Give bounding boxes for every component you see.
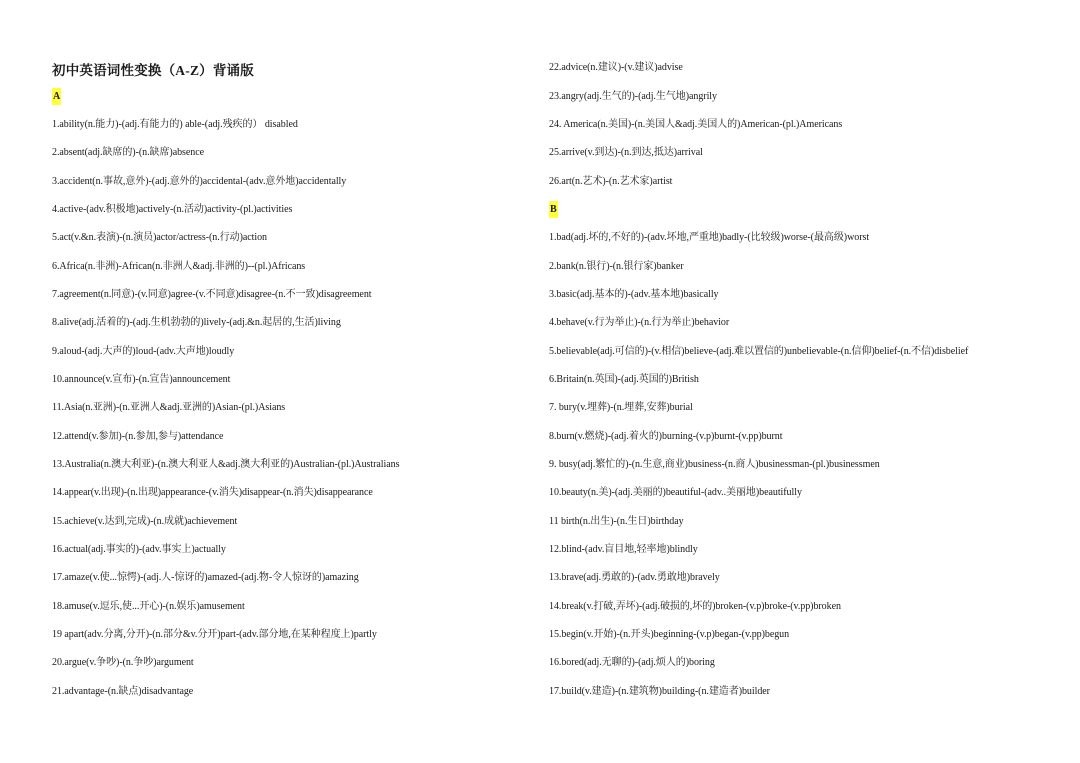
- entry-a-5: 5.act(v.&n.表演)-(n.演员)actor/actress-(n.行动)action: [52, 232, 267, 243]
- entry-a-20: 20.argue(v.争吵)-(n.争吵)argument: [52, 657, 194, 668]
- entry-a-11: 11.Asia(n.亚洲)-(n.亚洲人&adj.亚洲的)Asian-(pl.)Asians: [52, 402, 286, 413]
- entry-a-22: 22.advice(n.建议)-(v.建议)advise: [549, 62, 683, 73]
- entry-a-18: 18.amuse(v.逗乐,使...开心)-(n.娱乐)amusement: [52, 601, 245, 612]
- entry-a-4: 4.active-(adv.积极地)actively-(n.活动)activity-(pl.)activities: [52, 204, 293, 215]
- entry-b-7: 7. bury(v.埋葬)-(n.埋葬,安葬)burial: [549, 402, 693, 413]
- entry-a-17: 17.amaze(v.使...惊愕)-(adj.人-惊讶的)amazed-(adj.物-令人惊讶的)amazing: [52, 572, 359, 583]
- entry-a-19: 19 apart(adv.分离,分开)-(n.部分&v.分开)part-(adv.部分地,在某种程度上)partly: [52, 629, 377, 640]
- entry-a-25: 25.arrive(v.到达)-(n.到达,抵达)arrival: [549, 147, 703, 158]
- entry-b-11: 11 birth(n.出生)-(n.生日)birthday: [549, 516, 684, 527]
- entry-a-9: 9.aloud-(adj.大声的)loud-(adv.大声地)loudly: [52, 346, 235, 357]
- entry-a-14: 14.appear(v.出现)-(n.出现)appearance-(v.消失)disappear-(n.消失)disappearance: [52, 487, 373, 498]
- entry-b-16: 16.bored(adj.无聊的)-(adj.烦人的)boring: [549, 657, 715, 668]
- entry-b-2: 2.bank(n.银行)-(n.银行家)banker: [549, 261, 684, 272]
- entry-a-12: 12.attend(v.参加)-(n.参加,参与)attendance: [52, 431, 224, 442]
- entry-b-12: 12.blind-(adv.盲目地,轻率地)blindly: [549, 544, 698, 555]
- entry-b-13: 13.brave(adj.勇敢的)-(adv.勇敢地)bravely: [549, 572, 720, 583]
- entry-b-10: 10.beauty(n.美)-(adj.美丽的)beautiful-(adv..美丽地)beautifully: [549, 487, 802, 498]
- entry-b-5: 5.believable(adj.可信的)-(v.相信)believe-(adj.难以置信的)unbelievable-(n.信仰)belief-(n.不信)disbelief: [549, 346, 969, 357]
- entry-a-2: 2.absent(adj.缺席的)-(n.缺席)absence: [52, 147, 205, 158]
- entry-a-26: 26.art(n.艺术)-(n.艺术家)artist: [549, 176, 673, 187]
- entry-a-13: 13.Australia(n.澳大利亚)-(n.澳大利亚人&adj.澳大利亚的)Australian-(pl.)Australians: [52, 459, 400, 470]
- entry-b-8: 8.burn(v.燃烧)-(adj.着火的)burning-(v.p)burnt-(v.pp)burnt: [549, 431, 783, 442]
- entry-b-15: 15.begin(v.开始)-(n.开头)beginning-(v.p)began-(v.pp)begun: [549, 629, 790, 640]
- entry-a-16: 16.actual(adj.事实的)-(adv.事实上)actually: [52, 544, 226, 555]
- entry-a-8: 8.alive(adj.活着的)-(adj.生机勃勃的)lively-(adj.&n.起居的,生活)living: [52, 317, 341, 328]
- entry-b-3: 3.basic(adj.基本的)-(adv.基本地)basically: [549, 289, 719, 300]
- entry-b-17: 17.build(v.建造)-(n.建筑物)building-(n.建造者)builder: [549, 686, 770, 697]
- section-label-a: A: [52, 88, 61, 105]
- entry-b-14: 14.break(v.打破,弄坏)-(adj.破损的,坏的)broken-(v.p)broke-(v.pp)broken: [549, 601, 841, 612]
- entry-b-9: 9. busy(adj.繁忙的)-(n.生意,商业)business-(n.商人)businessman-(pl.)businessmen: [549, 459, 880, 470]
- entry-a-24: 24. America(n.美国)-(n.美国人&adj.美国人的)American-(pl.)Americans: [549, 119, 843, 130]
- entry-a-15: 15.achieve(v.达到,完成)-(n.成就)achievement: [52, 516, 238, 527]
- section-label-b: B: [549, 201, 558, 218]
- entry-a-1: 1.ability(n.能力)-(adj.有能力的) able-(adj.残疾的） disabled: [52, 119, 298, 130]
- entry-b-1: 1.bad(adj.坏的,不好的)-(adv.坏地,严重地)badly-(比较级)worse-(最高级)worst: [549, 232, 870, 243]
- entry-a-6: 6.Africa(n.非洲)-African(n.非洲人&adj.非洲的)--(pl.)Africans: [52, 261, 306, 272]
- entry-b-4: 4.behave(v.行为举止)-(n.行为举止)behavior: [549, 317, 730, 328]
- entry-a-10: 10.announce(v.宣布)-(n.宣告)announcement: [52, 374, 231, 385]
- entry-a-21: 21.advantage-(n.缺点)disadvantage: [52, 686, 194, 697]
- entry-a-7: 7.agreement(n.同意)-(v.同意)agree-(v.不同意)disagree-(n.不一致)disagreement: [52, 289, 372, 300]
- entry-a-23: 23.angry(adj.生气的)-(adj.生气地)angrily: [549, 91, 717, 102]
- entry-b-6: 6.Britain(n.英国)-(adj.英国的)British: [549, 374, 699, 385]
- page-title: 初中英语词性变换（A-Z）背诵版: [52, 63, 254, 78]
- entry-a-3: 3.accident(n.事故,意外)-(adj.意外的)accidental-(adv.意外地)accidentally: [52, 176, 347, 187]
